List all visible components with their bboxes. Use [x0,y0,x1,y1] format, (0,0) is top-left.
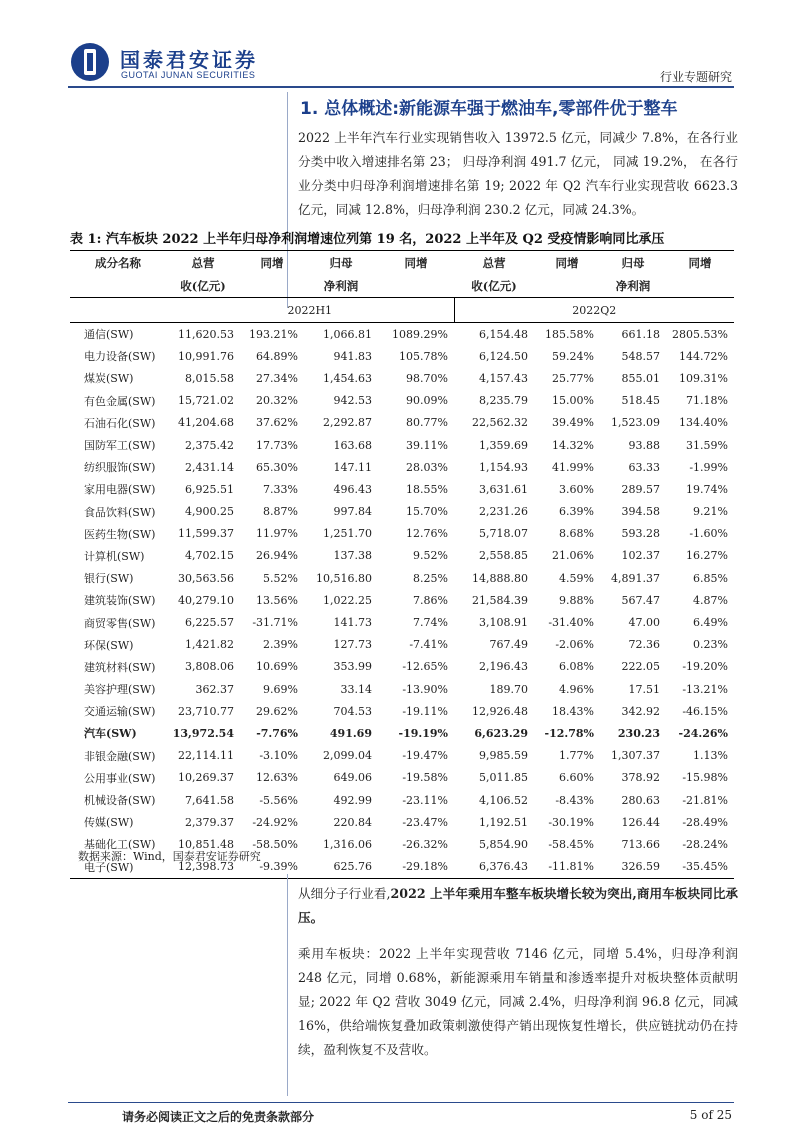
row-value: 31.59% [686,438,728,452]
row-value: 18.55% [406,482,448,496]
table-row [70,545,734,567]
row-industry-name: 石油石化(SW) [84,416,156,430]
row-value: 6,925.51 [185,482,234,496]
row-value: 6,154.48 [479,327,528,341]
row-value: 362.37 [195,682,234,696]
row-value: 4,106.52 [479,793,528,807]
col-header-netprofit: 归母 [304,251,378,275]
row-value: 567.47 [621,593,660,607]
row-value: -19.11% [402,704,448,718]
row-industry-name: 非银金融(SW) [84,749,156,763]
row-value: 492.99 [333,793,372,807]
row-value: 5,854.90 [479,837,528,851]
row-value: -13.90% [402,682,448,696]
row-value: -23.11% [402,793,448,807]
brand-name-en: GUOTAI JUNAN SECURITIES [121,70,256,80]
row-industry-name: 煤炭(SW) [84,372,134,386]
row-value: 625.76 [304,856,378,879]
row-value: 22,562.32 [472,416,528,430]
row-value: 1,251.70 [323,527,372,541]
row-value: -31.71% [252,616,298,630]
table-row [70,789,734,811]
row-value: 1,523.09 [611,416,660,430]
table-row [70,367,734,389]
row-value: -13.21% [682,682,728,696]
row-value: 1089.29% [392,327,448,341]
row-value: 5.52% [263,571,298,585]
row-value: 10,991.76 [178,349,234,363]
row-value: 20.32% [256,394,298,408]
row-value: 1,192.51 [479,815,528,829]
row-value: 80.77% [406,416,448,430]
company-logo [70,40,300,84]
row-industry-name: 商贸零售(SW) [84,616,156,630]
row-value: 41.99% [552,460,594,474]
row-value: 127.73 [333,638,372,652]
row-industry-name: 美容护理(SW) [84,683,156,697]
row-value: 72.36 [628,638,660,652]
row-value: -5.56% [259,793,298,807]
row-value: -26.32% [402,837,448,851]
table-row [70,767,734,789]
row-value: 289.57 [621,482,660,496]
col-header-revenue: 总营 [166,251,240,275]
table-row [70,523,734,545]
row-industry-name: 银行(SW) [84,572,134,586]
row-value: -1.60% [689,527,728,541]
table-row [70,634,734,656]
row-value: 220.84 [333,815,372,829]
row-value: 93.88 [628,438,660,452]
row-value: 10,851.48 [178,837,234,851]
row-value: 1,359.69 [479,438,528,452]
row-value: -58.50% [252,837,298,851]
row-value: 17.51 [628,682,660,696]
industry-financials-table [70,250,734,879]
table-row [70,478,734,500]
row-value: 280.63 [621,793,660,807]
row-value: -2.06% [555,638,594,652]
row-value: 1,066.81 [323,327,372,341]
row-industry-name: 国防军工(SW) [84,439,156,453]
row-value: 193.21% [249,327,298,341]
row-value: 12,926.48 [472,704,528,718]
row-value: 548.57 [621,349,660,363]
row-value: 102.37 [621,549,660,563]
row-value: 6,376.43 [454,856,534,879]
row-value: 6.08% [559,660,594,674]
row-value: 6,124.50 [479,349,528,363]
col-header-yoy: 同增 [240,251,304,275]
section-title: 1. 总体概述:新能源车强于燃油车,零部件优于整车 [300,99,678,119]
row-value: 2,231.26 [479,505,528,519]
row-value: 649.06 [333,771,372,785]
row-value: 997.84 [333,505,372,519]
row-industry-name: 建筑材料(SW) [84,660,156,674]
row-value: 47.00 [628,616,660,630]
row-value: 9.52% [413,549,448,563]
row-value: 3,808.06 [185,660,234,674]
row-value: -1.99% [689,460,728,474]
table-row [70,589,734,611]
row-value: 71.18% [686,394,728,408]
row-value: -30.19% [548,815,594,829]
row-value: -12.65% [402,660,448,674]
row-industry-name: 公用事业(SW) [84,771,156,785]
row-value: 18.43% [552,704,594,718]
row-value: 5,011.85 [479,771,528,785]
disclaimer-text: 请务必阅读正文之后的免责条款部分 [122,1110,315,1124]
row-value: 6.39% [559,505,594,519]
row-value: 8.68% [559,527,594,541]
row-industry-name: 建筑装饰(SW) [84,594,156,608]
col-header-yoy: 同增 [378,251,454,275]
row-value: 6.49% [693,616,728,630]
row-value: 353.99 [333,660,372,674]
page-number: 5 of 25 [689,1108,732,1122]
row-industry-name: 有色金属(SW) [84,394,156,408]
row-industry-name: 医药生物(SW) [84,527,156,541]
row-value: 7.33% [263,482,298,496]
col-header-revenue-unit: 收(亿元) [166,274,240,298]
row-value: -19.58% [402,771,448,785]
row-value: 29.62% [256,704,298,718]
table-header-row [70,251,734,275]
row-industry-name: 汽车(SW) [84,727,137,741]
row-value: 37.62% [256,416,298,430]
row-value: 9,985.59 [479,749,528,763]
row-industry-name: 传媒(SW) [84,816,134,830]
row-value: 2,196.43 [479,660,528,674]
row-value: -7.76% [256,726,298,740]
row-value: 21.06% [552,549,594,563]
row-value: 163.68 [333,438,372,452]
row-value: 15,721.02 [178,394,234,408]
row-value: -28.49% [682,815,728,829]
row-value: 342.92 [621,704,660,718]
row-value: 27.34% [256,371,298,385]
period-q2-label: 2022Q2 [454,298,734,323]
row-value: 3,631.61 [479,482,528,496]
row-value: -46.15% [682,704,728,718]
row-value: 7,641.58 [185,793,234,807]
row-value: 26.94% [256,549,298,563]
row-value: 4.87% [693,593,728,607]
passenger-car-paragraph: 乘用车板块：2022 上半年实现营收 7146 亿元，同增 5.4%，归母净利润 248 亿元，同增 0.68%，新能源乘用车销量和渗透率提升对板块整体贡献明显; 2022 年 Q2 营收 3049 亿元，同减 2.4%，归母净利润 96.8 亿元，同减 16%，供给端恢复叠加政策刺激使得产销出现恢复性增长，供应链扰动仍在持续，盈利恢复不及营收。 [298,946,738,1057]
table-row [70,390,734,412]
row-industry-name: 环保(SW) [84,638,134,652]
row-value: 63.33 [628,460,660,474]
col-header-yoy: 同增 [534,251,600,275]
col-header-revenue-unit: 收(亿元) [454,274,534,298]
table-row [70,434,734,456]
row-value: 6,225.57 [185,616,234,630]
row-value: 147.11 [333,460,372,474]
row-value: 90.09% [406,394,448,408]
row-value: 518.45 [621,394,660,408]
row-value: 59.24% [552,349,594,363]
row-value: -9.39% [240,856,304,879]
table-title: 表 1: 汽车板块 2022 上半年归母净利润增速位列第 19 名，2022 上半年及 Q2 受疫情影响同比承压 [70,232,665,247]
row-value: 2,375.42 [185,438,234,452]
row-value: 41,204.68 [178,416,234,430]
row-value: 14,888.80 [472,571,528,585]
table-row [70,678,734,700]
col-header-netprofit: 归母 [600,251,666,275]
row-value: 1,154.93 [479,460,528,474]
table-row [70,700,734,722]
row-value: 942.53 [333,394,372,408]
row-value: 4,900.25 [185,505,234,519]
row-value: 15.70% [406,505,448,519]
row-value: 2805.53% [672,327,728,341]
row-value: 14.32% [552,438,594,452]
row-value: 704.53 [333,704,372,718]
summary-highlight: 2022 上半年乘用车整车板块增长较为突出,商用车板块同比承压。 [298,886,738,925]
row-value: 9.69% [263,682,298,696]
row-value: -35.45% [666,856,734,879]
row-value: 11,599.37 [178,527,234,541]
row-value: 4,891.37 [611,571,660,585]
row-value: 7.86% [413,593,448,607]
row-value: -19.19% [398,726,448,740]
col-header-name: 成分名称 [70,251,166,275]
row-value: 855.01 [621,371,660,385]
row-value: 4,157.43 [479,371,528,385]
row-value: 9.21% [693,505,728,519]
row-value: 2.39% [263,638,298,652]
table-row [70,611,734,633]
summary-lead: 从细分子行业看, [298,886,391,901]
row-value: 134.40% [679,416,728,430]
row-industry-name: 交通运输(SW) [84,705,156,719]
logo-mark-icon [70,42,110,82]
footer-divider [68,1102,734,1103]
row-value: 13.56% [256,593,298,607]
row-value: 1.13% [693,749,728,763]
row-value: 25.77% [552,371,594,385]
table-row [70,501,734,523]
row-value: 593.28 [621,527,660,541]
row-value: 4.96% [559,682,594,696]
table-row [70,745,734,767]
col-header-revenue: 总营 [454,251,534,275]
lower-left-rule [287,874,288,1096]
row-value: 2,099.04 [323,749,372,763]
row-industry-name: 电子(SW) [70,856,166,879]
row-value: 1,022.25 [323,593,372,607]
row-value: 39.11% [406,438,448,452]
row-value: -29.18% [378,856,454,879]
row-value: 713.66 [621,837,660,851]
row-value: 28.03% [406,460,448,474]
row-value: 1,316.06 [323,837,372,851]
subindustry-summary [298,882,738,930]
row-value: 11.97% [256,527,298,541]
row-value: -58.45% [548,837,594,851]
row-value: 10.69% [256,660,298,674]
table-header-row [70,274,734,298]
row-value: 12.76% [406,527,448,541]
row-value: 0.23% [693,638,728,652]
row-value: 9.88% [559,593,594,607]
row-value: 6,623.29 [474,726,528,740]
row-value: -31.40% [548,616,594,630]
row-value: 137.38 [333,549,372,563]
row-value: 1,421.82 [185,638,234,652]
row-value: 8.25% [413,571,448,585]
row-value: -3.10% [259,749,298,763]
row-value: 8,235.79 [479,394,528,408]
row-value: -12.78% [544,726,594,740]
row-value: -19.47% [402,749,448,763]
table-row [70,412,734,434]
row-value: 2,379.37 [185,815,234,829]
row-value: 2,431.14 [185,460,234,474]
row-value: 12.63% [256,771,298,785]
period-h1-label: 2022H1 [166,298,454,323]
row-value: 8,015.58 [185,371,234,385]
row-value: 98.70% [406,371,448,385]
row-value: 394.58 [621,505,660,519]
row-value: 40,279.10 [178,593,234,607]
table-row [70,567,734,589]
row-value: -19.20% [682,660,728,674]
table-period-row [70,298,734,323]
table-row [70,811,734,833]
row-value: 6.60% [559,771,594,785]
row-value: 491.69 [329,726,372,740]
row-value: 767.49 [489,638,528,652]
row-value: -21.81% [682,793,728,807]
row-value: 109.31% [679,371,728,385]
row-value: 222.05 [621,660,660,674]
row-value: 378.92 [621,771,660,785]
row-value: 126.44 [621,815,660,829]
row-value: -24.92% [252,815,298,829]
row-value: -7.41% [409,638,448,652]
table-row [70,722,734,744]
row-value: 21,584.39 [472,593,528,607]
row-value: 17.73% [256,438,298,452]
col-header-yoy: 同增 [666,251,734,275]
table-row [70,323,734,346]
row-value: 496.43 [333,482,372,496]
row-value: 30,563.56 [178,571,234,585]
brand-name-cn: 国泰君安证券 [120,48,258,72]
row-value: 141.73 [333,616,372,630]
row-value: -23.47% [402,815,448,829]
row-industry-name: 纺织服饰(SW) [84,461,156,475]
row-value: -15.98% [682,771,728,785]
row-value: 7.74% [413,616,448,630]
row-industry-name: 电力设备(SW) [84,350,156,364]
row-value: 230.23 [617,726,660,740]
report-type-label: 行业专题研究 [659,70,732,84]
row-value: 13,972.54 [172,726,234,740]
row-value: -11.81% [534,856,600,879]
row-industry-name: 家用电器(SW) [84,483,156,497]
header-divider [68,86,734,88]
row-industry-name: 通信(SW) [84,328,134,342]
row-value: 19.74% [686,482,728,496]
row-value: 2,292.87 [323,416,372,430]
row-value: 4,702.15 [185,549,234,563]
row-industry-name: 基础化工(SW) [84,838,156,852]
row-value: 1,454.63 [323,371,372,385]
row-value: 23,710.77 [178,704,234,718]
row-value: 8.87% [263,505,298,519]
row-value: 661.18 [621,327,660,341]
row-industry-name: 计算机(SW) [84,549,145,563]
row-industry-name: 食品饮料(SW) [84,505,156,519]
row-value: 941.83 [333,349,372,363]
row-value: 326.59 [600,856,666,879]
row-value: -24.26% [678,726,728,740]
row-value: 10,269.37 [178,771,234,785]
row-value: 11,620.53 [178,327,234,341]
row-value: 1,307.37 [611,749,660,763]
row-value: -8.43% [555,793,594,807]
row-value: 2,558.85 [479,549,528,563]
row-value: 33.14 [340,682,372,696]
row-value: 64.89% [256,349,298,363]
row-value: 65.30% [256,460,298,474]
row-value: 3,108.91 [479,616,528,630]
row-value: 144.72% [679,349,728,363]
row-value: 16.27% [686,549,728,563]
intro-paragraph: 2022 上半年汽车行业实现销售收入 13972.5 亿元，同减少 7.8%，在各行业分类中收入增速排名第 23； 归母净利润 491.7 亿元， 同减 19.2%， 在各行业分类中归母净利润增速排名第 19; 2022 年 Q2 汽车行业实现营收 6623.3 亿元，同减 12.8%，归母净利润 230.2 亿元，同减 24.3%。 [298,130,738,217]
col-header-netprofit-unit: 净利润 [304,274,378,298]
table-source: 数据来源：Wind，国泰君安证券研究 [78,850,261,863]
row-value: 4.59% [559,571,594,585]
row-value: 185.58% [545,327,594,341]
row-value: 12,398.73 [166,856,240,879]
table-row [70,345,734,367]
row-industry-name: 机械设备(SW) [84,794,156,808]
row-value: 5,718.07 [479,527,528,541]
row-value: 189.70 [489,682,528,696]
row-value: 3.60% [559,482,594,496]
row-value: 1.77% [559,749,594,763]
table-row [70,656,734,678]
table-row [70,456,734,478]
row-value: 105.78% [399,349,448,363]
row-value: 39.49% [552,416,594,430]
row-value: 15.00% [552,394,594,408]
row-value: 22,114.11 [178,749,234,763]
col-header-netprofit-unit: 净利润 [600,274,666,298]
row-value: 10,516.80 [316,571,372,585]
row-value: 6.85% [693,571,728,585]
row-value: -28.24% [682,837,728,851]
